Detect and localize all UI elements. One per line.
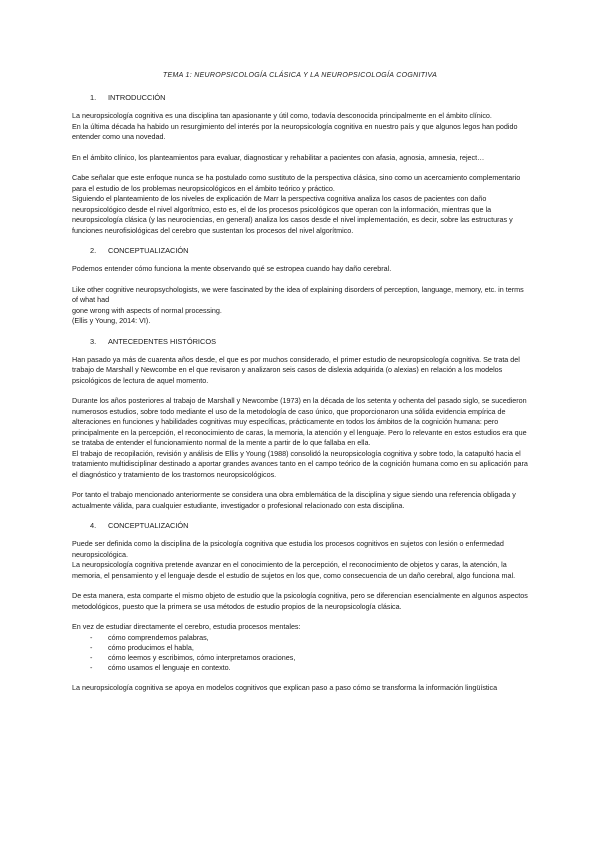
paragraph: Por tanto el trabajo mencionado anteriormente se considera una obra emblemática de la disciplina y sigue siendo una referencia obligada y actualmente válida, para cualquier estudiante, investigador o profesional relacionado con esta disciplina.	[72, 490, 516, 510]
section-title: INTRODUCCIÓN	[108, 93, 166, 102]
paragraph: La neuropsicología cognitiva se apoya en modelos cognitivos que explican paso a paso cómo se transforma la información lingüística	[72, 682, 498, 692]
section-number: 1.	[90, 93, 97, 102]
paragraph: La neuropsicología cognitiva pretende avanzar en el conocimiento de la percepción, el reconocimiento de objetos y caras, la atención, la memoria, el pensamiento y el lenguaje desde el estudio de sujetos en los que, como consecuencia de un daño cerebral, algo funciona mal.	[72, 560, 516, 580]
paragraph: Han pasado ya más de cuarenta años desde, el que es por muchos considerado, el primer estudio de neuropsicología cognitiva. Se trata del trabajo de Marshall y Newcombe en el que revisaron y analizaron seis casos de dislexia adquirida (o alexias) en relación a los modelos psicológicos de lectura de aquel momento.	[72, 354, 520, 385]
paragraph: En vez de estudiar directamente el cerebro, estudia procesos mentales:	[72, 622, 301, 631]
section-number: 4.	[90, 521, 97, 530]
quote-line: Like other cognitive neuropsychologists, we were fascinated by the idea of explaining disorders of perception, language, memory, etc. in terms of what had	[72, 284, 524, 304]
section-number: 2.	[90, 246, 97, 255]
document-title: TEMA 1: NEUROPSICOLOGÍA CLÁSICA Y LA NEUROPSICOLOGÍA COGNITIVA	[162, 72, 438, 79]
paragraph: Durante los años posteriores al trabajo de Marshall y Newcombe (1973) en la década de los setenta y ochenta del pasado siglo, se sucedieron numerosos estudios, sobre todo mediante el uso de la metodología de caso único, que proporcionaron una sólida evidencia empírica de alteraciones en funciones y habilidades cognitivas muy específicas, prácticamente en todos los ámbitos de la cognición humana: pero principalmente en la percepción, el reconocimiento de caras, la memoria, la atención y el lenguaje. Pero lo relevante en estos estudios era que se trataba de entender el funcionamiento normal de la mente a partir de lo que fallaba en ella.	[72, 396, 527, 447]
paragraph: La neuropsicología cognitiva es una disciplina tan apasionante y útil como, todavía desconocida principalmente en el ámbito clínico.	[72, 111, 492, 120]
bullet-list	[72, 633, 528, 673]
bullet-marker: -	[90, 632, 93, 642]
citation: (Ellis y Young, 2014: VI).	[72, 316, 151, 325]
section-heading-conceptualizacion	[72, 246, 528, 255]
section-heading-antecedentes	[72, 337, 528, 346]
section-heading-introduccion	[72, 93, 528, 102]
section-title: CONCEPTUALIZACIÓN	[108, 521, 189, 530]
paragraph: El trabajo de recopilación, revisión y análisis de Ellis y Young (1988) consolidó la neuropsicología cognitiva y sobre todo, la catapultó hacia el tratamiento multidisciplinar destinado a aportar grandes avances tanto en el campo teórico de la cognición humana como en su aplicación para el diagnóstico y tratamiento de los trastornos neuropsicológicos.	[72, 448, 528, 479]
paragraph: En el ámbito clínico, los planteamientos para evaluar, diagnosticar y rehabilitar a pacientes con afasia, agnosia, amnesia, reject…	[72, 152, 485, 162]
bullet-marker: -	[90, 652, 93, 662]
paragraph: En la última década ha habido un resurgimiento del interés por la neuropsicología cognitiva en nuestro país y que algunos legos han podido entender como una novedad.	[72, 121, 518, 141]
paragraph: Podemos entender cómo funciona la mente observando qué se estropea cuando hay daño cerebral.	[72, 264, 392, 273]
list-item: - cómo producimos el habla,	[90, 642, 194, 652]
list-item: - cómo leemos y escribimos, cómo interpretamos oraciones,	[90, 652, 296, 662]
section-title: ANTECEDENTES HISTÓRICOS	[108, 336, 216, 346]
paragraph: Puede ser definida como la disciplina de la psicología cognitiva que estudia los procesos cognitivos en sujetos con lesión o enfermedad neuropsicológica.	[72, 539, 504, 559]
quote-line: gone wrong with aspects of normal processing.	[72, 305, 222, 315]
section-title: CONCEPTUALIZACIÓN	[108, 246, 189, 255]
section-heading-conceptualizacion-2	[72, 521, 528, 530]
paragraph: De esta manera, esta comparte el mismo objeto de estudio que la psicología cognitiva, pero se diferencian esencialmente en algunos aspectos metodológicos, puesto que la primera se usa métodos de estudio propios de la neuropsicología clásica.	[72, 591, 528, 611]
paragraph: Siguiendo el planteamiento de los niveles de explicación de Marr la perspectiva cognitiva analiza los casos de pacientes con daño neuropsicológico desde el nivel algorítmico, esto es, el de los procesos psicológicos que operan con la información, mientras que la neuropsicología clásica (y las neurociencias, en general) analiza los casos desde el nivel implementación, es decir, sobre las estructuras y funciones neurofisiológicas del cerebro que sustentan los procesos del nivel algorítmico.	[72, 194, 513, 235]
list-item: - cómo comprendemos palabras,	[90, 632, 209, 642]
list-item: - cómo usamos el lenguaje en contexto.	[90, 662, 231, 672]
bullet-marker: -	[90, 662, 93, 672]
paragraph: Cabe señalar que este enfoque nunca se ha postulado como sustituto de la perspectiva clásica, sino como un acercamiento complementario para el estudio de los problemas neuropsicológicos en el ámbito teórico y práctico.	[72, 173, 521, 193]
bullet-marker: -	[90, 642, 93, 652]
section-number: 3.	[90, 336, 97, 346]
